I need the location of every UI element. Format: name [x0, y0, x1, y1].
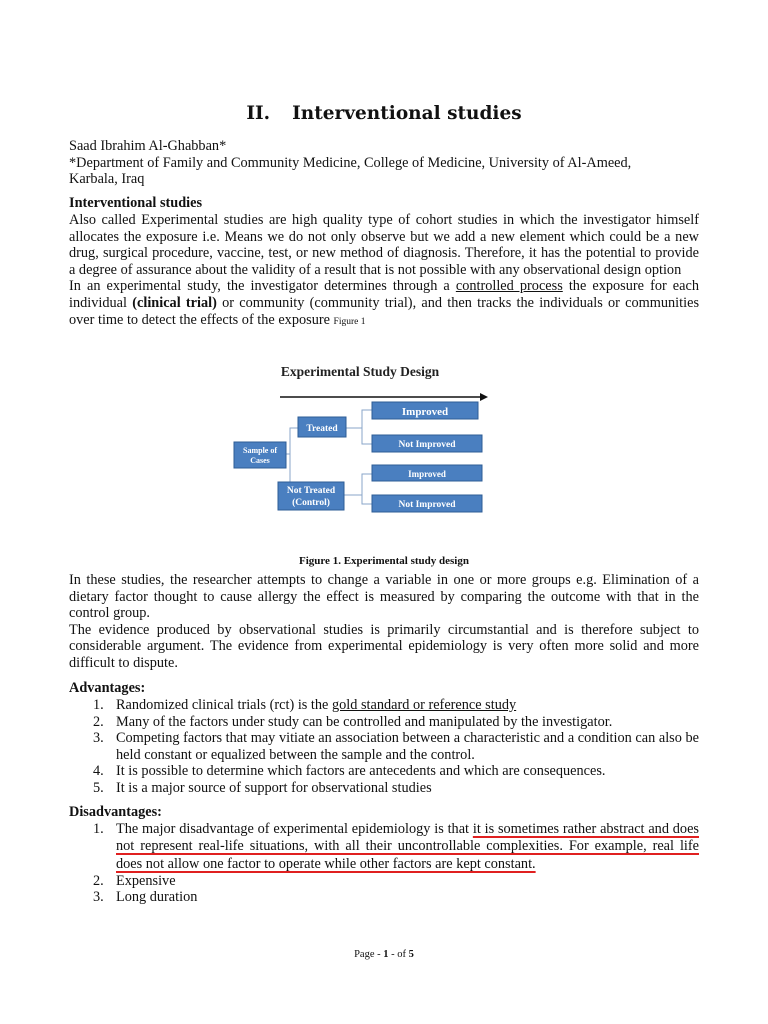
advantages-heading: Advantages:	[69, 680, 146, 696]
paragraph: The evidence produced by observational studies is primarily circumstantial and is therefore subject to considerable argument. The evidence from experimental epidemiology is very often more solid and more difficult to dispute.	[69, 621, 699, 671]
list-number: 3.	[93, 730, 104, 747]
list-number: 1.	[93, 697, 104, 713]
red-underlined-text: it is sometimes rather abstract and does not represent real-life situations, with all their uncontrollable complexities. For example, real life does not allow one factor to operate while other factors are kept constant.	[116, 821, 699, 872]
list-item	[69, 714, 699, 731]
affiliation-line-2: Karbala, Iraq	[69, 171, 145, 188]
disadvantages-list	[69, 821, 699, 906]
list-number: 5.	[93, 779, 104, 796]
experimental-study-design-figure	[226, 358, 496, 520]
list-item	[69, 780, 699, 797]
text-run: the exposure for each individual	[69, 278, 699, 311]
list-number: 2.	[93, 872, 104, 889]
list-text: Competing factors that may vitiate an association between a characteristic and a condition can also be held constant or equalized between the sample and the control.	[116, 730, 699, 763]
not-treated-line-2: (Control)	[292, 498, 330, 508]
sample-label: Sample of Cases	[243, 446, 277, 465]
footer-page: 1	[383, 949, 389, 960]
list-number: 2.	[93, 713, 104, 730]
text-run: or community (community trial), and then tracks the individuals or communities over time to detect the effects of the exposure	[69, 294, 700, 328]
list-item	[69, 889, 699, 906]
figure-reference: Figure 1	[333, 316, 366, 327]
affiliation-line-1: *Department of Family and Community Medicine, College of Medicine, University of Al-Ameed,	[69, 154, 632, 171]
list-item	[69, 730, 699, 763]
not-improved-label-top: Not Improved	[398, 440, 456, 450]
underlined-text: gold standard or reference study	[331, 697, 517, 713]
advantages-section	[69, 680, 699, 797]
not-improved-label-bottom: Not Improved	[398, 500, 456, 510]
improved-label-top: Improved	[401, 406, 449, 418]
title-text: Interventional studies	[292, 103, 522, 124]
figure-caption: Figure 1. Experimental study design	[298, 555, 469, 567]
bold-text: (clinical trial)	[132, 294, 217, 311]
arrow-head-icon	[480, 393, 488, 401]
list-text: Many of the factors under study can be controlled and manipulated by the investigator.	[116, 713, 613, 730]
section-discussion	[69, 572, 699, 672]
paragraph	[69, 278, 699, 330]
page-title	[0, 102, 768, 126]
footer-total: 5	[408, 949, 414, 960]
treated-label: Treated	[306, 424, 338, 434]
list-number: 1.	[93, 821, 104, 837]
paragraph: In these studies, the researcher attempts to change a variable in one or more groups e.g. Elimination of a dietary factor thought to cause allergy the effect is measured by comparing the outcome with that in the control group.	[69, 572, 699, 622]
list-text: It is possible to determine which factors are antecedents and which are consequences.	[116, 763, 606, 780]
list-item	[69, 821, 699, 873]
disadvantages-heading: Disadvantages:	[69, 804, 162, 820]
page-footer	[0, 947, 768, 964]
list-text: Long duration	[116, 889, 198, 906]
underlined-text: controlled process	[455, 278, 563, 295]
section-heading: Interventional studies	[69, 195, 203, 211]
list-item	[69, 697, 699, 714]
list-text: Expensive	[116, 872, 176, 889]
text-run: The major disadvantage of experimental epidemiology is that	[116, 821, 473, 837]
title-number: II.	[246, 103, 271, 124]
list-text: It is a major source of support for observational studies	[116, 779, 432, 796]
disadvantages-section	[69, 804, 699, 906]
paragraph: Also called Experimental studies are high quality type of cohort studies in which the investigator himself allocates the exposure i.e. Means we do not only observe but we add a new element which could be a new drug, surgical procedure, vaccine, test, or new method of diagnosis. Therefore, it has the potential to provide a degree of assurance about the validity of a result that is not possible with any observational design option	[69, 212, 699, 278]
figure-title: Experimental Study Design	[280, 364, 440, 379]
author-name: Saad Ibrahim Al-Ghabban*	[69, 138, 227, 154]
footer-mid: - of	[388, 949, 409, 960]
text-run: In an experimental study, the investigator determines through a	[69, 278, 456, 295]
advantages-list	[69, 697, 699, 797]
list-text: Randomized clinical trials (rct) is the	[116, 697, 332, 713]
section-interventional	[69, 195, 699, 330]
list-number: 3.	[93, 889, 104, 906]
list-number: 4.	[93, 763, 104, 780]
list-item	[69, 763, 699, 780]
author-block	[69, 138, 699, 188]
improved-label-bottom: Improved	[408, 469, 446, 479]
list-item	[69, 873, 699, 890]
footer-prefix: Page -	[354, 949, 384, 960]
not-treated-line-1: Not Treated	[286, 486, 336, 496]
